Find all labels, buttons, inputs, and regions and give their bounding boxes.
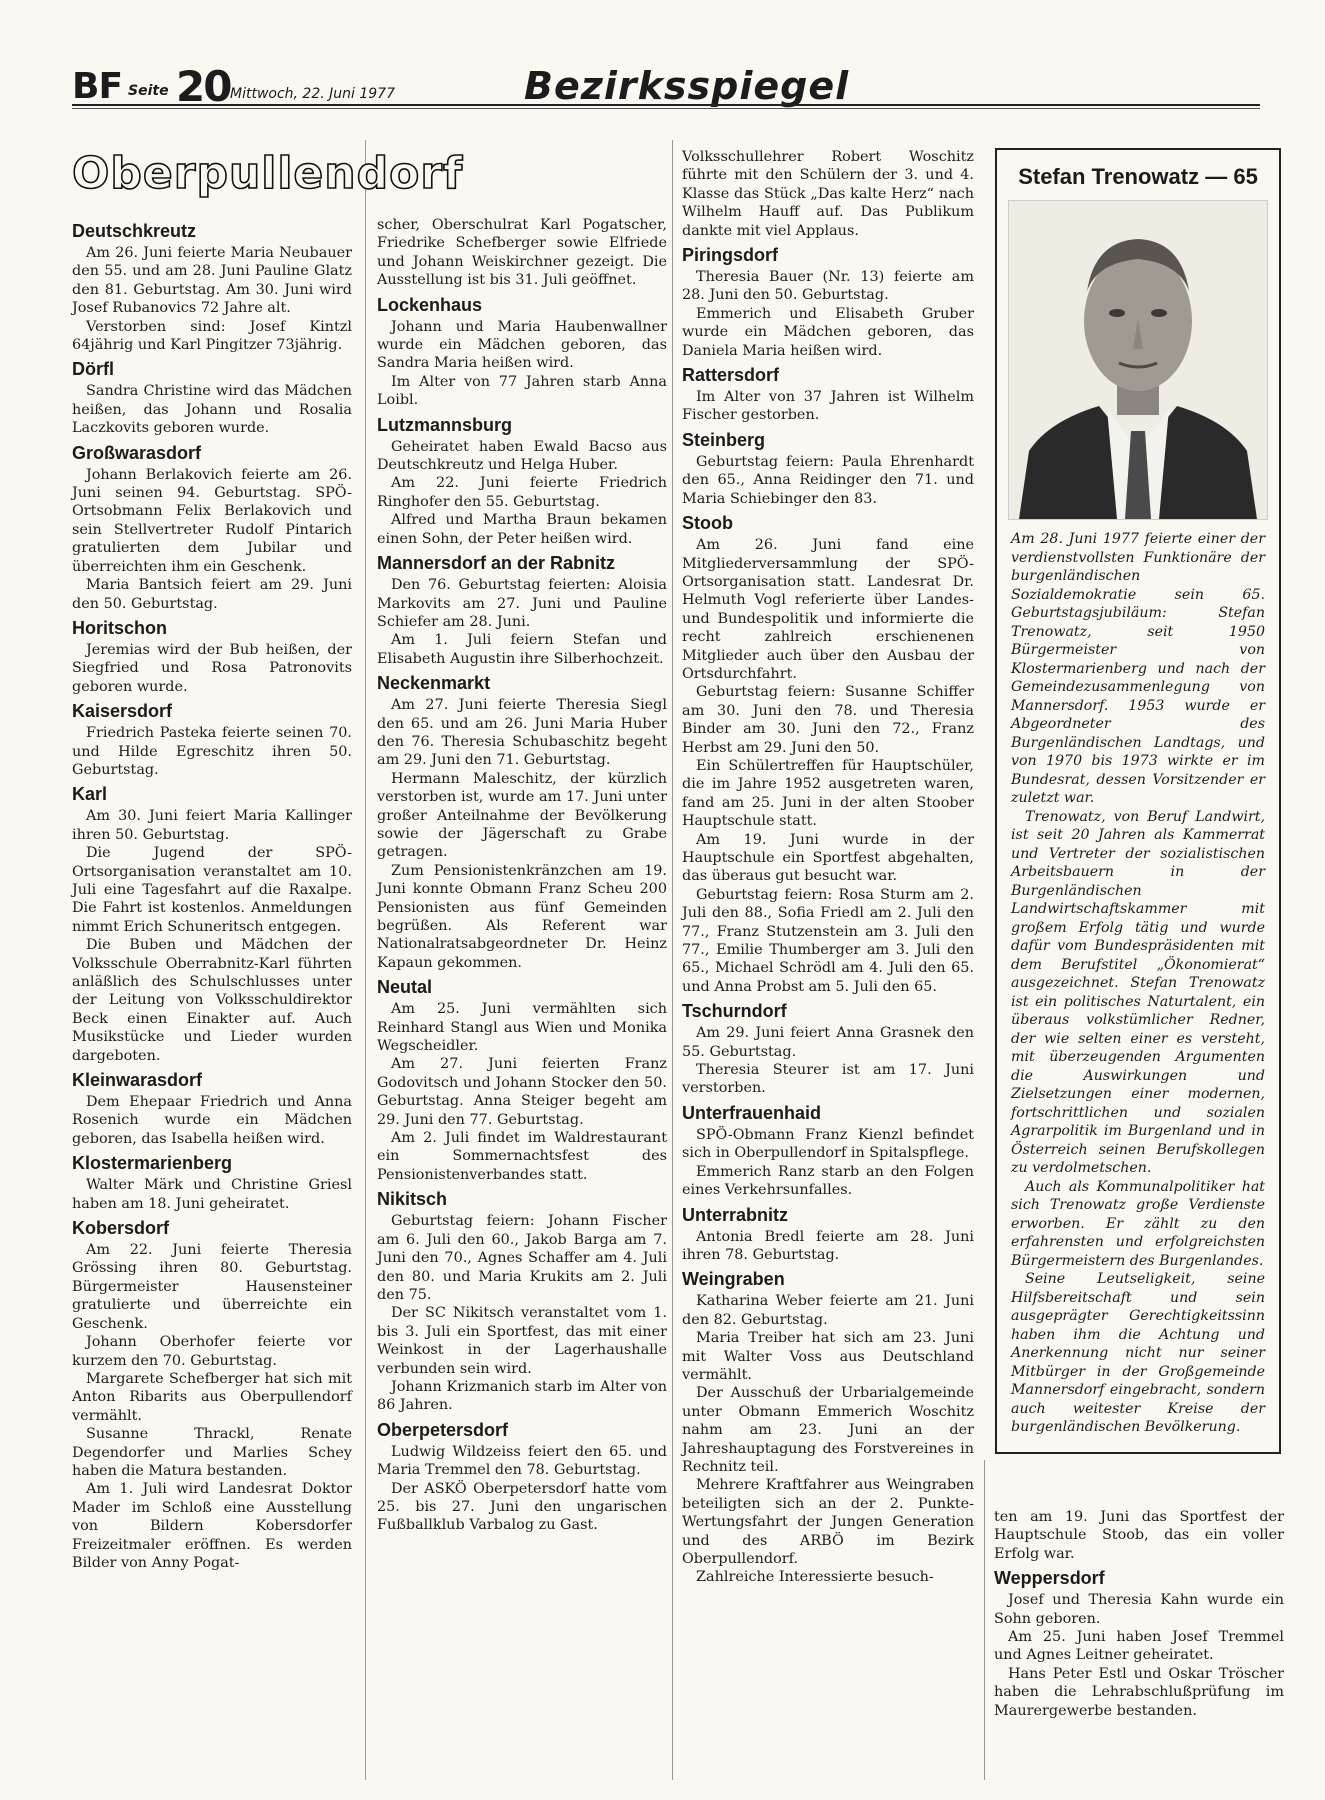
- article-column-3: [682, 148, 974, 1587]
- news-paragraph: Am 25. Juni vermählten sich Reinhard Stangl aus Wien und Monika Wegscheidler.: [377, 1001, 667, 1055]
- issue-date: Mittwoch, 22. Juni 1977: [230, 86, 395, 102]
- news-paragraph: Verstorben sind: Josef Kintzl 64jährig und Karl Pingitzer 73jährig.: [72, 318, 352, 354]
- news-paragraph: Am 29. Juni feiert Anna Grasnek den 55. Geburtstag.: [682, 1025, 974, 1060]
- place-heading: Unterfrauenhaid: [682, 1102, 822, 1123]
- portrait-caption: [997, 520, 1279, 1437]
- region-title: Oberpullendorf: [72, 148, 464, 199]
- news-paragraph: Emmerich Ranz starb an den Folgen eines Verkehrsunfalles.: [682, 1163, 974, 1199]
- news-paragraph: Dem Ehepaar Friedrich und Anna Rosenich wurde ein Mädchen geboren, das Isabella heißen wird.: [72, 1094, 352, 1147]
- news-paragraph: scher, Oberschulrat Karl Pogatscher, Friedrike Schefberger sowie Elfriede und Johann Weiskirchner gezeigt. Die Ausstellung ist bis 31. Juli geöffnet.: [377, 217, 667, 289]
- news-paragraph: Walter Märk und Christine Griesl haben am 18. Juni geheiratet.: [72, 1177, 352, 1212]
- news-paragraph: Am 1. Juli wird Landesrat Doktor Mader im Schloß eine Ausstellung von Bildern Kobersdorfer Freizeitmaler eröffnen. Es werden Bilder von Anny Pogat-: [72, 1481, 352, 1571]
- article-column-1: [72, 216, 352, 1572]
- place-heading: Weppersdorf: [994, 1568, 1105, 1589]
- place-heading: Kleinwarasdorf: [72, 1070, 203, 1091]
- news-paragraph: Hans Peter Estl und Oskar Tröscher haben die Lehrabschlußprüfung im Maurergewerbe bestanden.: [994, 1665, 1284, 1719]
- news-paragraph: Am 19. Juni wurde in der Hauptschule ein Sportfest abgehalten, das überaus gut besucht war.: [682, 831, 974, 885]
- news-paragraph: Am 22. Juni feierte Theresia Grössing ihren 80. Geburtstag. Bürgermeister Hausensteiner gratulierte und überreichte ein Geschenk.: [72, 1242, 352, 1332]
- place-heading: Großwarasdorf: [72, 442, 202, 463]
- news-paragraph: Am 27. Juni feierten Franz Godovitsch und Johann Stocker den 50. Geburtstag. Anna Steiger begeht am 29. Juni den 77. Geburtstag.: [377, 1056, 667, 1128]
- place-heading: Deutschkreutz: [72, 221, 197, 241]
- section-name: Bezirksspiegel: [524, 64, 850, 108]
- place-heading: Steinberg: [682, 429, 766, 450]
- portrait-box: [995, 148, 1281, 1454]
- news-paragraph: Am 26. Juni feierte Maria Neubauer den 55. und am 28. Juni Pauline Glatz den 81. Geburtstag. Am 30. Juni wird Josef Rubanovics 72 Jahre alt.: [72, 245, 352, 317]
- place-heading: Nikitsch: [377, 1189, 448, 1210]
- news-paragraph: Ein Schülertreffen für Hauptschüler, die im Jahre 1952 ausgetreten waren, fand am 25. Juni in der alten Stoober Hauptschule statt.: [682, 757, 974, 830]
- place-heading: Neckenmarkt: [377, 673, 491, 694]
- news-paragraph: Der ASKÖ Oberpetersdorf hatte vom 25. bis 27. Juni den ungarischen Fußballklub Varbalog zu Gast.: [377, 1480, 667, 1534]
- news-paragraph: Am 30. Juni feiert Maria Kallinger ihren 50. Geburtstag.: [72, 808, 352, 843]
- column-divider: [984, 1460, 985, 1780]
- news-paragraph: Zum Pensionistenkränzchen am 19. Juni konnte Obmann Franz Scheu 200 Pensionisten aus fünf Gemeinden begrüßen. Als Referent war Nationalratsabgeordneter Dr. Heinz Kapaun gekommen.: [377, 862, 667, 971]
- news-paragraph: Am 25. Juni haben Josef Tremmel und Agnes Leitner geheiratet.: [994, 1629, 1284, 1664]
- news-paragraph: Den 76. Geburtstag feierten: Aloisia Markovits am 27. Juni und Pauline Schiefer am 28. Juni.: [377, 577, 667, 630]
- news-paragraph: Im Alter von 37 Jahren ist Wilhelm Fischer gestorben.: [682, 389, 974, 424]
- news-paragraph: Am 1. Juli feiern Stefan und Elisabeth Augustin ihre Silberhochzeit.: [377, 632, 667, 667]
- newspaper-logo: BF: [72, 66, 123, 107]
- article-column-2: [377, 216, 667, 1535]
- news-paragraph: Am 2. Juli findet im Waldrestaurant ein Sommernachtsfest des Pensionistenverbandes statt.: [377, 1130, 667, 1183]
- news-paragraph: Emmerich und Elisabeth Gruber wurde ein Mädchen geboren, das Daniela Maria heißen wird.: [682, 305, 974, 359]
- caption-paragraph: Seine Leutseligkeit, seine Hilfsbereitschaft und sein ausgeprägter Gerechtigkeitssinn haben ihm die Achtung und Anerkennung nicht nur seiner Mitbürger in der Großgemeinde Mannersdorf eingebracht, sondern auch weitester Kreise der burgenländischen Bevölkerung.: [1011, 1271, 1265, 1435]
- article-column-4: [994, 1508, 1284, 1720]
- page-number: 20: [176, 62, 231, 111]
- news-paragraph: Geburtstag feiern: Susanne Schiffer am 30. Juni den 78. und Theresia Binder am 30. Juni den 72., Franz Herbst am 29. Juni den 50.: [682, 684, 974, 756]
- news-paragraph: Im Alter von 77 Jahren starb Anna Loibl.: [377, 373, 667, 409]
- news-paragraph: Susanne Thrackl, Renate Degendorfer und Marlies Schey haben die Matura bestanden.: [72, 1426, 352, 1479]
- news-paragraph: Sandra Christine wird das Mädchen heißen, das Johann und Rosalia Laczkovits geboren wurde.: [72, 383, 352, 437]
- page-label: Seite: [128, 83, 169, 99]
- place-heading: Piringsdorf: [682, 245, 779, 266]
- column-divider: [365, 140, 366, 1780]
- caption-paragraph: Trenowatz, von Beruf Landwirt, ist seit 20 Jahren als Kammerrat und Vertreter der sozialistischen Arbeitsbauern in der Burgenländischen Landwirtschaftskammer mit großem Erfolg tätig und wurde dafür vom Bundespräsidenten mit dem Berufstitel „Ökonomierat“ ausgezeichnet. Stefan Trenowatz ist ein politisches Naturtalent, ein überaus volkstümlicher Redner, der wie selten einer es versteht, mit überzeugenden Argumenten die Auswirkungen und Zielsetzungen einer modernen, fortschrittlichen und sozialen Agrarpolitik im Burgenland und in Österreich seinen Berufskollegen zu verdolmetschen.: [1011, 808, 1265, 1176]
- column-divider: [672, 140, 673, 1780]
- portrait-photo: [1008, 200, 1268, 520]
- place-heading: Kaisersdorf: [72, 701, 173, 722]
- place-heading: Horitschon: [72, 617, 168, 638]
- place-heading: Mannersdorf an der Rabnitz: [377, 553, 616, 574]
- news-paragraph: Hermann Maleschitz, der kürzlich verstorben ist, wurde am 17. Juni unter großer Anteilnahme der Bevölkerung sowie der Jägerschaft zu Grabe getragen.: [377, 770, 667, 861]
- news-paragraph: Josef und Theresia Kahn wurde ein Sohn geboren.: [994, 1592, 1284, 1627]
- news-paragraph: Johann Berlakovich feierte am 26. Juni seinen 94. Geburtstag. SPÖ-Ortsobmann Felix Berlakovich und sein Stellvertreter Rudolf Pintarich gratulierten dem Jubilar und überreichten ihm ein Geschenk.: [72, 466, 352, 575]
- news-paragraph: Katharina Weber feierte am 21. Juni den 82. Geburtstag.: [682, 1293, 974, 1328]
- news-paragraph: Geheiratet haben Ewald Bacso aus Deutschkreutz und Helga Huber.: [377, 438, 667, 474]
- news-paragraph: Der Ausschuß der Urbarialgemeinde unter Obmann Emmerich Woschitz nahm am 23. Juni an der Jahreshauptagung des Forstvereines in Rechnitz teil.: [682, 1385, 974, 1475]
- place-heading: Unterrabnitz: [682, 1204, 789, 1225]
- caption-paragraph: Auch als Kommunalpolitiker hat sich Trenowatz große Verdienste erworben. Er zählt zu den erfahrensten und erfolgreichsten Bürgermeistern des Burgenlandes.: [1011, 1178, 1265, 1269]
- news-paragraph: Theresia Bauer (Nr. 13) feierte am 28. Juni den 50. Geburtstag.: [682, 269, 974, 304]
- masthead: [72, 58, 1312, 120]
- place-heading: Weingraben: [682, 1269, 785, 1290]
- news-paragraph: Geburtstag feiern: Paula Ehrenhardt den 65., Anna Reidinger den 71. und Maria Schiebinger den 83.: [682, 453, 974, 507]
- news-paragraph: Volksschullehrer Robert Woschitz führte mit den Schülern der 3. und 4. Klasse das Stück „Das kalte Herz“ nach Wilhelm Hauff auf. Das Publikum dankte mit viel Applaus.: [682, 149, 974, 239]
- place-heading: Oberpetersdorf: [377, 1419, 509, 1440]
- news-paragraph: Geburtstag feiern: Rosa Sturm am 2. Juli den 88., Sofia Friedl am 2. Juli den 77., Franz Stutzenstein am 3. Juli den 77., Emilie Thumberger am 3. Juli den 65., Michael Schrödl am 4. Juli den 65. und Anna Probst am 5. Juli den 65.: [682, 886, 974, 995]
- place-heading: Kobersdorf: [72, 1218, 170, 1239]
- news-paragraph: Friedrich Pasteka feierte seinen 70. und Hilde Egreschitz ihren 50. Geburtstag.: [72, 725, 352, 778]
- place-heading: Klostermarienberg: [72, 1153, 233, 1174]
- news-paragraph: Ludwig Wildzeiss feiert den 65. und Maria Tremmel den 78. Geburtstag.: [377, 1443, 667, 1479]
- place-heading: Stoob: [682, 513, 733, 534]
- news-paragraph: Antonia Bredl feierte am 28. Juni ihren 78. Geburtstag.: [682, 1228, 974, 1263]
- caption-paragraph: Am 28. Juni 1977 feierte einer der verdienstvollsten Funktionäre der burgenländischen Sozialdemokratie sein 65. Geburtstagsjubiläum: Stefan Trenowatz, seit 1950 Bürgermeister von Klostermarienberg und nach der Gemeindezusammenlegung von Mannersdorf. 1953 wurde er Abgeordneter des Burgenländischen Landtags, und von 1970 bis 1973 wirkte er im Bundesrat, dessen Vorsitzender er zuletzt war.: [1011, 531, 1265, 806]
- news-paragraph: Mehrere Kraftfahrer aus Weingraben beteiligten sich an der 2. Punkte-Wertungsfahrt der Jungen Generation und des ARBÖ im Bezirk Oberpullendorf.: [682, 1477, 974, 1567]
- news-paragraph: Maria Bantsich feiert am 29. Juni den 50. Geburtstag.: [72, 577, 352, 612]
- news-paragraph: Jeremias wird der Bub heißen, der Siegfried und Rosa Patronovits geboren wurde.: [72, 641, 352, 695]
- news-paragraph: Am 27. Juni feierte Theresia Siegl den 65. und am 26. Juni Maria Huber den 76. Theresia Schubaschitz begeht am 29. Juni den 71. Geburtstag.: [377, 697, 667, 769]
- place-heading: Tschurndorf: [682, 1001, 787, 1022]
- news-paragraph: SPÖ-Obmann Franz Kienzl befindet sich in Oberpullendorf in Spitalspflege.: [682, 1126, 974, 1162]
- news-paragraph: Zahlreiche Interessierte besuch-: [696, 1569, 934, 1586]
- news-paragraph: Theresia Steurer ist am 17. Juni verstorben.: [682, 1062, 974, 1097]
- masthead-rule: [72, 104, 1260, 106]
- news-paragraph: Am 22. Juni feierte Friedrich Ringhofer den 55. Geburtstag.: [377, 475, 667, 510]
- news-paragraph: Maria Treiber hat sich am 23. Juni mit Walter Voss aus Deutschland vermählt.: [682, 1330, 974, 1383]
- news-paragraph: Johann Krizmanich starb im Alter von 86 Jahren.: [377, 1378, 667, 1414]
- news-paragraph: Margarete Schefberger hat sich mit Anton Ribarits aus Oberpullendorf vermählt.: [72, 1370, 352, 1424]
- news-paragraph: Johann Oberhofer feierte vor kurzem den 70. Geburtstag.: [72, 1334, 352, 1369]
- place-heading: Rattersdorf: [682, 365, 780, 386]
- news-paragraph: Alfred und Martha Braun bekamen einen Sohn, der Peter heißen wird.: [377, 512, 667, 547]
- news-paragraph: ten am 19. Juni das Sportfest der Hauptschule Stoob, das ein voller Erfolg war.: [994, 1509, 1284, 1562]
- news-paragraph: Geburtstag feiern: Johann Fischer am 6. Juli den 60., Jakob Barga am 7. Juni den 70., Agnes Schaffer am 4. Juli den 80. und Maria Krukits am 2. Juli den 75.: [377, 1213, 667, 1303]
- portrait-image: [1009, 201, 1267, 519]
- place-heading: Karl: [72, 784, 108, 805]
- news-paragraph: Johann und Maria Haubenwallner wurde ein Mädchen geboren, das Sandra Maria heißen wird.: [377, 318, 667, 372]
- news-paragraph: Der SC Nikitsch veranstaltet vom 1. bis 3. Juli ein Sportfest, das mit einer Weinkost in der Lagerhaushalle verbunden sein wird.: [377, 1305, 667, 1377]
- masthead-rule-thin: [72, 108, 1260, 109]
- place-heading: Lockenhaus: [377, 294, 483, 315]
- place-heading: Neutal: [377, 977, 433, 998]
- place-heading: Dörfl: [72, 359, 114, 380]
- news-paragraph: Die Jugend der SPÖ-Ortsorganisation veranstaltet am 10. Juli eine Tagesfahrt auf die Raxalpe. Die Fahrt ist kostenlos. Anmeldungen nimmt Erich Schuneritsch entgegen.: [72, 845, 352, 935]
- place-heading: Lutzmannsburg: [377, 414, 512, 435]
- news-paragraph: Am 26. Juni fand eine Mitgliederversammlung der SPÖ-Ortsorganisation statt. Landesrat Dr. Helmuth Vogl referierte über Landes- und Bundespolitik und informierte die recht zahlreich erschienenen Mitglieder auch über den Ausbau der Ortsdurchfahrt.: [682, 537, 974, 682]
- portrait-box-title: Stefan Trenowatz — 65: [1018, 164, 1258, 189]
- news-paragraph: Die Buben und Mädchen der Volksschule Oberrabnitz-Karl führten anläßlich des Schulschlusses unter der Leitung von Volksschuldirektor Beck einen Einakter auf. Auch Musikstücke und Lieder wurden dargeboten.: [72, 937, 352, 1064]
